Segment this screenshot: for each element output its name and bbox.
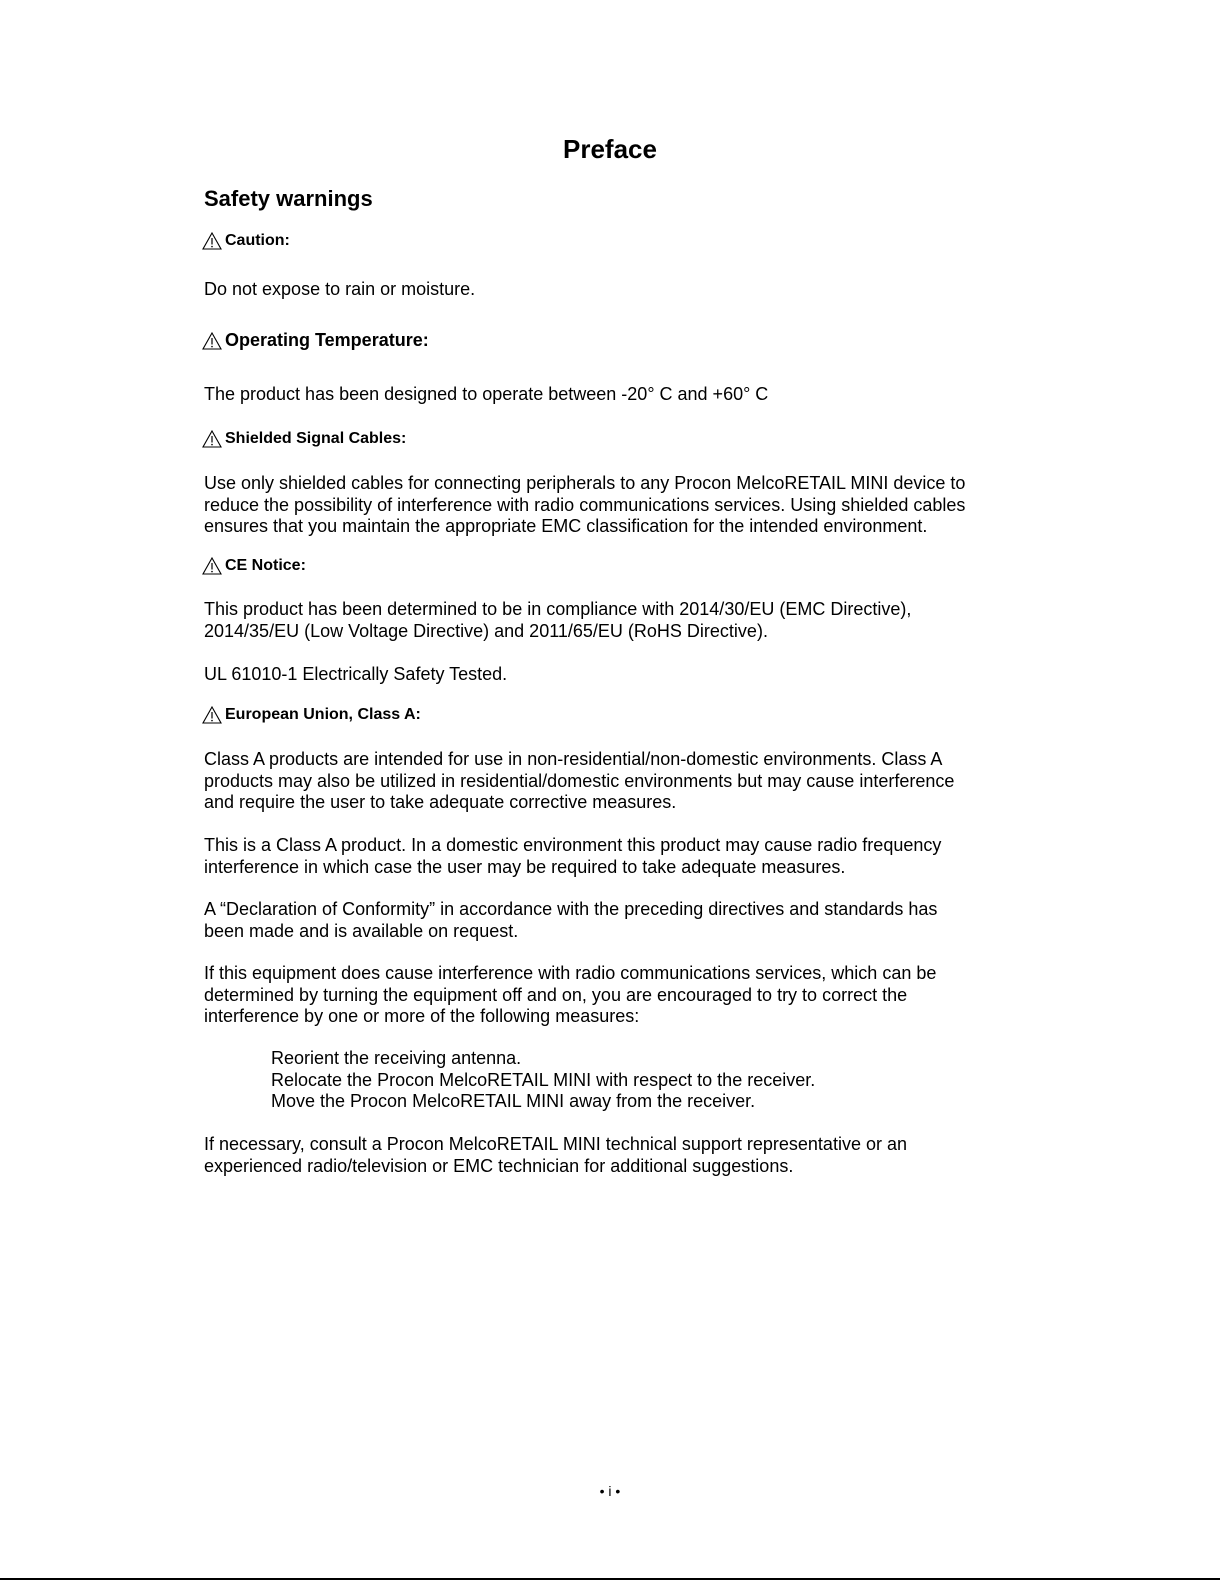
operating-temperature-text: The product has been designed to operate between -20° C and +60° C: [204, 384, 769, 404]
shielded-cables-heading: [202, 430, 406, 448]
list-item: Reorient the receiving antenna.: [271, 1048, 522, 1068]
warning-icon: [202, 332, 222, 350]
text-line: interference in which case the user may be required to take adequate measures.: [204, 856, 846, 877]
operating-temperature-heading-text: Operating Temperature:: [225, 330, 429, 350]
ce-notice-heading: [202, 557, 306, 575]
eu-class-a-heading: [202, 706, 421, 724]
text-line: Class A products are intended for use in non-residential/non-domestic environments. Class A: [204, 749, 943, 769]
text-line: been made and is available on request.: [204, 920, 519, 941]
text-line: A “Declaration of Conformity” in accordance with the preceding directives and standards has: [204, 899, 938, 919]
ce-notice-text: [204, 599, 1004, 642]
shielded-cables-text: [204, 473, 1004, 538]
ul-safety-text: UL 61010-1 Electrically Safety Tested.: [204, 664, 508, 684]
ce-notice-heading-text: CE Notice:: [225, 557, 306, 574]
shielded-cables-heading-text: Shielded Signal Cables:: [225, 430, 407, 447]
text-line: 2014/35/EU (Low Voltage Directive) and 2011/65/EU (RoHS Directive).: [204, 620, 768, 641]
section-title: Safety warnings: [204, 186, 373, 211]
eu-class-a-paragraph-3: [204, 899, 1004, 942]
caution-heading-text: Caution:: [225, 232, 290, 249]
bottom-rule: [0, 1578, 1220, 1580]
text-line: ensures that you maintain the appropriate EMC classification for the intended environment.: [204, 516, 928, 536]
text-line: and require the user to take adequate corrective measures.: [204, 792, 677, 812]
operating-temperature-heading: [202, 330, 429, 351]
warning-icon: [202, 557, 222, 575]
text-line: Use only shielded cables for connecting peripherals to any Procon MelcoRETAIL MINI device to: [204, 473, 966, 493]
warning-icon: [202, 232, 222, 250]
eu-class-a-paragraph-5: [204, 1134, 1004, 1177]
eu-class-a-paragraph-1: [204, 749, 1004, 814]
eu-class-a-paragraph-2: [204, 835, 1004, 878]
text-line: interference by one or more of the following measures:: [204, 1006, 640, 1026]
text-line: If this equipment does cause interference with radio communications services, which can be: [204, 963, 937, 983]
warning-icon: [202, 706, 222, 724]
text-line: This product has been determined to be in compliance with 2014/30/EU (EMC Directive),: [204, 599, 912, 619]
measures-list: [271, 1048, 815, 1113]
text-line: This is a Class A product. In a domestic environment this product may cause radio frequency: [204, 835, 942, 855]
page-number: • i •: [599, 1483, 621, 1499]
list-item: Move the Procon MelcoRETAIL MINI away from the receiver.: [271, 1091, 756, 1111]
eu-class-a-heading-text: European Union, Class A:: [225, 706, 421, 723]
text-line: reduce the possibility of interference with radio communications services. Using shielded cables: [204, 494, 966, 515]
list-item: Relocate the Procon MelcoRETAIL MINI with respect to the receiver.: [271, 1069, 816, 1090]
text-line: products may also be utilized in residential/domestic environments but may cause interference: [204, 770, 955, 791]
caution-text: Do not expose to rain or moisture.: [204, 279, 476, 299]
text-line: experienced radio/television or EMC technician for additional suggestions.: [204, 1155, 794, 1176]
text-line: determined by turning the equipment off and on, you are encouraged to try to correct the: [204, 984, 908, 1005]
page-title: Preface: [563, 134, 657, 164]
text-line: If necessary, consult a Procon MelcoRETAIL MINI technical support representative or an: [204, 1134, 907, 1154]
eu-class-a-paragraph-4: [204, 963, 1004, 1028]
caution-heading: [202, 232, 290, 250]
warning-icon: [202, 430, 222, 448]
